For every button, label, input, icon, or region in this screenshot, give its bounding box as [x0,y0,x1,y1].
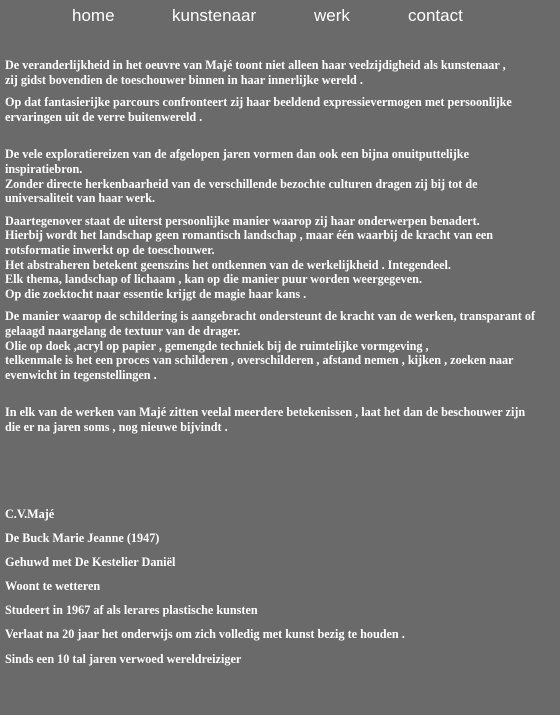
paragraph-intro [5,58,555,87]
text-line: In elk van de werken van Majé zitten veelal meerdere betekenissen , laat het dan de beschouwer zijn [5,405,526,420]
nav-kunstenaar-link[interactable]: kunstenaar [172,6,257,25]
text-line: Op die zoektocht naar essentie krijgt de magie haar kans . [5,286,307,301]
text-line: rotsformatie inwerkt op de toeschouwer. [5,242,215,257]
text-line: die er na jaren soms , nog nieuwe bijvindt . [5,419,228,434]
text-line: inspiratiebron. [5,161,83,176]
main-nav [0,4,560,28]
text-line: gelaagd naargelang de textuur van de drager. [5,323,241,338]
text-line: Elk thema, landschap of lichaam , kan op die manier puur worden weergegeven. [5,272,422,287]
text-line: Het abstraheren betekent geenszins het ontkennen van de werkelijkheid . Integendeel. [5,257,451,272]
cv-line: Woont te wetteren [5,579,101,594]
artist-statement [5,58,555,434]
cv-line: Sinds een 10 tal jaren verwoed wereldreiziger [5,651,242,666]
nav-home-link[interactable]: home [72,6,115,25]
paragraph-approach [5,214,555,302]
text-line: zij gidst bovendien de toeschouwer binnen in haar innerlijke wereld . [5,72,363,87]
cv-line: Verlaat na 20 jaar het onderwijs om zich volledig met kunst bezig te houden . [5,627,405,642]
text-line: De veranderlijkheid in het oeuvre van Majé toont niet alleen haar veelzijdigheid als kunstenaar , [5,58,506,72]
cv-section [5,507,555,676]
text-line: De manier waarop de schildering is aangebracht ondersteunt de kracht van de werken, transparant of [5,309,536,324]
text-line: telkenmale is het een proces van schilderen , overschilderen , afstand nemen , kijken , zoeken naar [5,353,514,368]
paragraph-travels [5,147,555,205]
text-line: Hierbij wordt het landschap geen romantisch landschap , maar één waarbij de kracht van een [5,228,494,243]
text-line: Olie op doek ,acryl op papier , gemengde techniek bij de ruimtelijke vormgeving , [5,338,429,353]
cv-title: C.V.Majé [5,507,55,521]
text-line: Daartegenover staat de uiterst persoonlijke manier waarop zij haar onderwerpen benadert. [5,213,480,228]
text-line: De vele exploratiereizen van de afgelopen jaren vormen dan ook een bijna onuitputtelijke [5,147,469,162]
nav-contact-link[interactable]: contact [408,6,463,25]
text-line: ervaringen uit de verre buitenwereld . [5,109,203,124]
text-line: evenwicht in tegenstellingen . [5,367,157,382]
cv-line: De Buck Marie Jeanne (1947) [5,531,160,546]
cv-line: Studeert in 1967 af als lerares plastische kunsten [5,603,258,618]
text-line: Zonder directe herkenbaarheid van de verschillende bezochte culturen dragen zij bij tot de [5,176,478,191]
cv-line: Gehuwd met De Kestelier Daniël [5,555,176,570]
paragraph-parcours [5,95,555,124]
paragraph-meanings [5,405,555,434]
nav-werk-link[interactable]: werk [314,6,350,25]
text-line: universaliteit van haar werk. [5,191,156,206]
paragraph-technique [5,309,555,382]
text-line: Op dat fantasierijke parcours confronteert zij haar beeldend expressievermogen met persoonlijke [5,95,512,110]
